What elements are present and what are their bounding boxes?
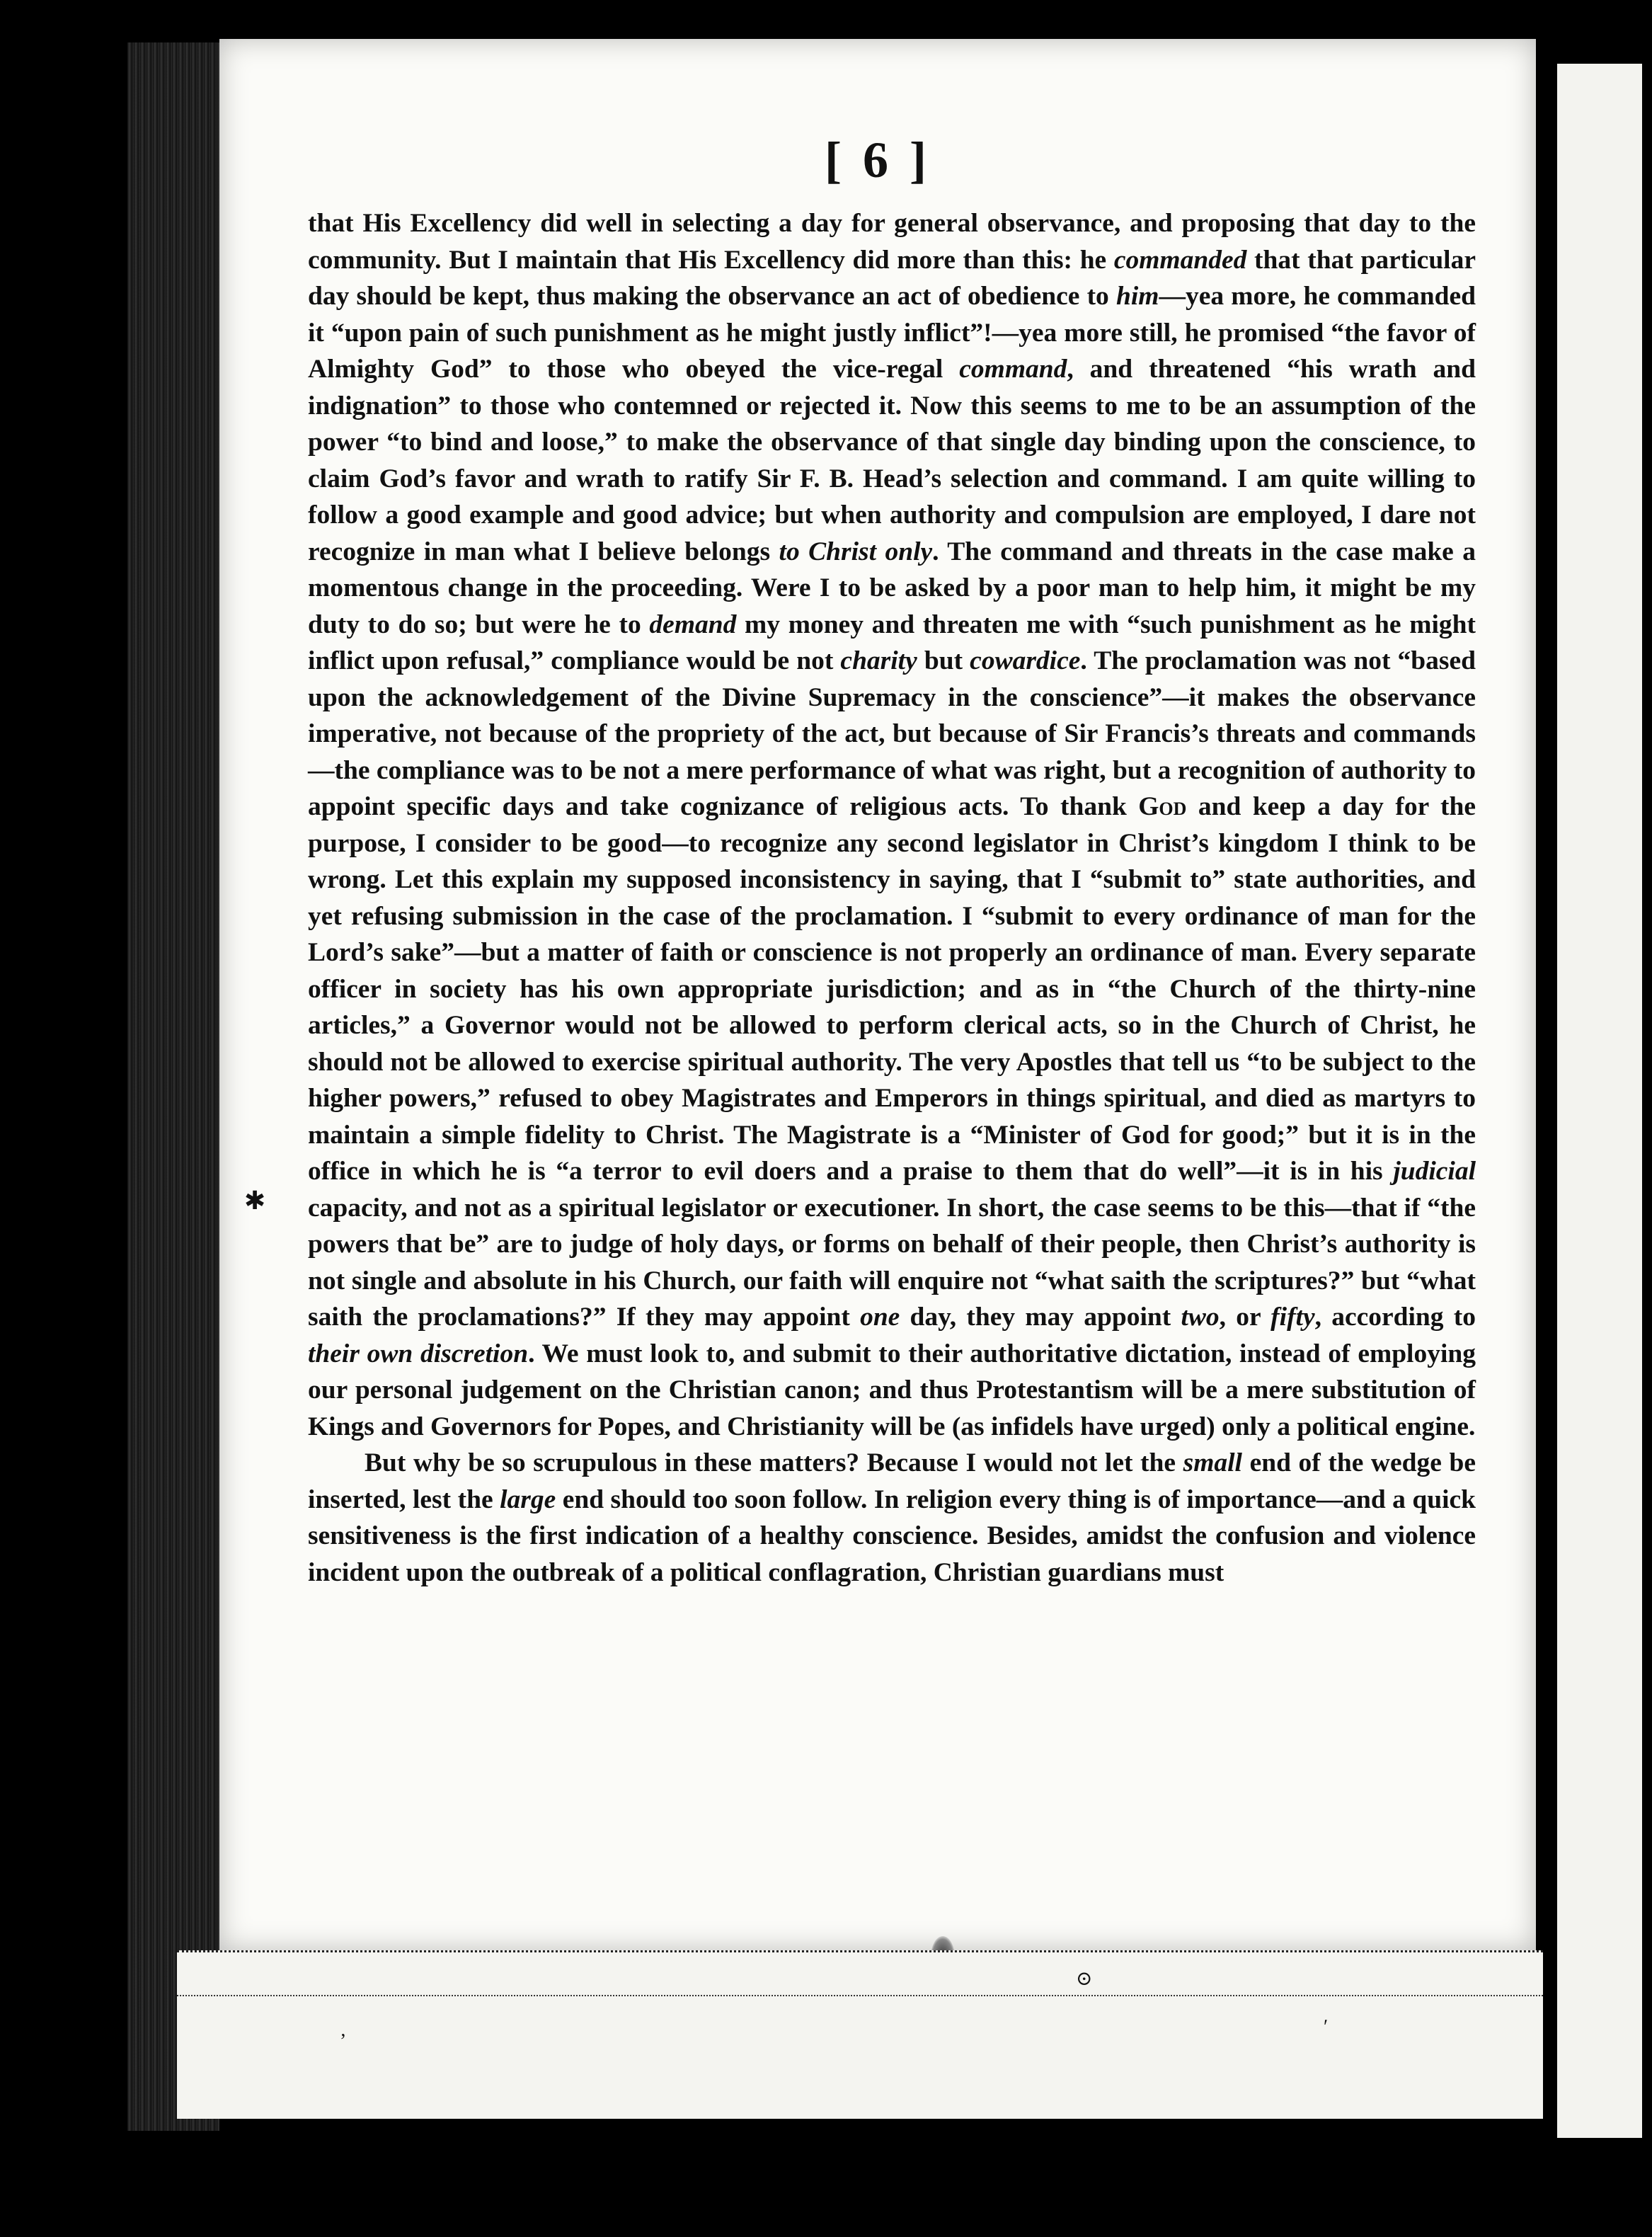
- emphasis-text: him: [1116, 282, 1159, 311]
- text-run: end should too soon follow. In religion every thing is of importance—and a quick sensitiveness is the first indication of a healthy conscience. Besides, amidst the confusion and violence incident upon the outbreak of a political conflagration, Christian guardians must: [308, 1484, 1476, 1587]
- body-text: [308, 205, 1476, 1591]
- text-run: day, they may appoint: [900, 1303, 1181, 1332]
- text-run: end of the wedge be inserted, lest the: [308, 1448, 1476, 1514]
- smallcaps-text: God: [1138, 792, 1187, 821]
- emphasis-text: demand: [649, 610, 737, 639]
- paragraph: [308, 205, 1476, 1445]
- text-run: my money and threaten me with “such punishment as he might inflict upon refusal,” compliance would be not: [308, 610, 1476, 675]
- text-run: , and threatened “his wrath and indignation” to those who contemned or rejected it. Now this seems to me to be an assumption of the power “to bind and loose,” to make the observance of that single day binding upon the conscience, to claim God’s favor and wrath to ratify Sir F. B. Head’s selection and command. I am quite willing to follow a good example and good advice; but when authority and compulsion are employed, I dare not recognize in man what I believe belongs: [308, 355, 1476, 566]
- dotted-rule: [177, 1995, 1543, 1996]
- emphasis-text: to Christ only: [779, 537, 933, 566]
- emphasis-text: small: [1183, 1448, 1242, 1477]
- text-run: , according to: [1314, 1303, 1476, 1332]
- stray-mark: ʹ: [1324, 2016, 1329, 2038]
- text-run: But why be so scrupulous in these matters? Because I would not let the: [365, 1448, 1183, 1477]
- book-spine-edge: [127, 42, 219, 2131]
- text-run: . The proclamation was not “based upon the acknowledgement of the Divine Supremacy in the conscience”—it makes the observance imperative, not because of the propriety of the act, but because of Sir Francis’s threats and commands—the compliance was to be not a mere performance of what was right, but a recognition of authority to appoint specific days and take cognizance of religious acts. To thank: [308, 646, 1476, 821]
- emphasis-text: judicial: [1393, 1157, 1476, 1186]
- stray-mark: ⊙: [1076, 1968, 1093, 1990]
- text-run: and keep a day for the purpose, I consider to be good—to recognize any second legislator in Christ’s kingdom I think to be wrong. Let this explain my supposed inconsistency in saying, that I “submit to” state authorities, and yet refusing submission in the case of the proclamation. I “submit to every ordinance of man for the Lord’s sake”—but a matter of faith or conscience is not properly an ordinance of man. Every separate officer in society has his own appropriate jurisdiction; and as in “the Church of the thirty-nine articles,” a Governor would not be allowed to perform clerical acts, so in the Church of Christ, he should not be allowed to exercise spiritual authority. The very Apostles that tell us “to be subject to the higher powers,” refused to obey Magistrates and Emperors in things spiritual, and died as martyrs to maintain a simple fidelity to Christ. The Magistrate is a “Minister of God for good;” but it is in the office in which he is “a terror to evil doers and a praise to them that do well”—it is in his: [308, 792, 1476, 1186]
- text-run: capacity, and not as a spiritual legislator or executioner. In short, the case seems to be this—that if “the powers that be” are to judge of holy days, or forms on behalf of their people, then Christ’s authority is not single and absolute in his Church, our faith will enquire not “what saith the scriptures?” but “what saith the proclamations?” If they may appoint: [308, 1193, 1476, 1332]
- text-run: . We must look to, and submit to their authoritative dictation, instead of employing our personal judgement on the Christian canon; and thus Protestantism will be a mere substitution of Kings and Governors for Popes, and Christianity will be (as infidels have urged) only a political engine.: [308, 1339, 1476, 1441]
- book-page: [219, 39, 1536, 1950]
- facing-page-edge: [1557, 64, 1642, 2138]
- page-number: [ 6 ]: [825, 132, 931, 188]
- emphasis-text: one: [860, 1303, 900, 1332]
- emphasis-text: charity: [840, 646, 917, 675]
- text-run: —yea more, he commanded it “upon pain of such punishment as he might justly inflict”!—yea more still, he promised “the favor of Almighty God” to those who obeyed the vice-regal: [308, 282, 1476, 384]
- emphasis-text: two: [1181, 1303, 1220, 1332]
- text-run: that that particular day should be kept, thus making the observance an act of obedience to: [308, 245, 1476, 311]
- stray-mark: ʼ: [340, 2030, 347, 2052]
- emphasis-text: large: [500, 1484, 556, 1514]
- text-run: , or: [1219, 1303, 1271, 1332]
- scan-bottom-strip: [177, 1950, 1543, 2119]
- paragraph: [308, 1445, 1476, 1591]
- text-run: . The command and threats in the case make a momentous change in the proceeding. Were I to be asked by a poor man to help him, it might be my duty to do so; but were he to: [308, 537, 1476, 639]
- text-run: that His Excellency did well in selecting a day for general observance, and proposing that day to the community. But I maintain that His Excellency did more than this: he: [308, 209, 1476, 275]
- emphasis-text: their own discretion: [308, 1339, 529, 1368]
- text-run: but: [917, 646, 970, 675]
- emphasis-text: commanded: [1113, 245, 1247, 275]
- emphasis-text: command: [959, 355, 1067, 384]
- emphasis-text: fifty: [1270, 1303, 1315, 1332]
- emphasis-text: cowardice: [970, 646, 1081, 675]
- margin-mark: ✱: [244, 1186, 266, 1215]
